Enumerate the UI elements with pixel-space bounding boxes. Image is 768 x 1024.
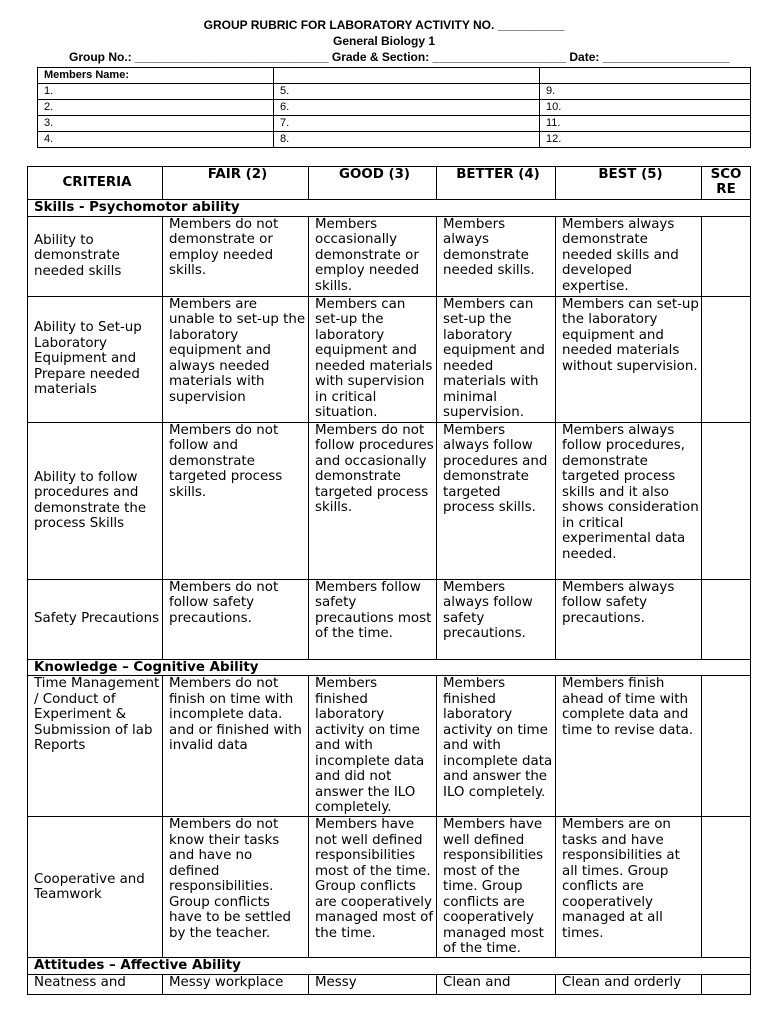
criteria-header: CRITERIA — [28, 167, 163, 200]
fair-cell: Members are unable to set-up the laboratory equipment and always needed materials with supervision — [163, 296, 309, 422]
rubric-header-row — [28, 167, 751, 200]
rubric-row — [28, 676, 751, 817]
good-cell: Members follow safety precautions most of the time. — [309, 579, 437, 659]
members-blank-cell[interactable] — [274, 68, 540, 84]
criteria-cell: Safety Precautions — [28, 579, 163, 659]
members-row — [38, 100, 751, 116]
fair-cell: Members do not follow safety precautions. — [163, 579, 309, 659]
criteria-cell: Ability to Set-up Laboratory Equipment and Prepare needed materials — [28, 296, 163, 422]
subject-subtitle: General Biology 1 — [332, 34, 436, 48]
member-slot[interactable]: 4. — [38, 132, 274, 148]
better-cell: Clean and — [437, 974, 556, 994]
rubric-row — [28, 974, 751, 994]
member-slot[interactable]: 2. — [38, 100, 274, 116]
good-cell: Members can set-up the laboratory equipment and needed materials with supervision in critical situation. — [309, 296, 437, 422]
fair-cell: Messy workplace — [163, 974, 309, 994]
member-slot[interactable]: 12. — [540, 132, 751, 148]
good-cell: Members do not follow procedures and occasionally demonstrate targeted process skills. — [309, 422, 437, 579]
rubric-row — [28, 296, 751, 422]
criteria-cell: Cooperative and Teamwork — [28, 817, 163, 958]
section-title: Attitudes – Affective Ability — [28, 958, 751, 975]
fair-cell: Members do not know their tasks and have no defined responsibilities. Group conflicts have to be settled by the teacher. — [163, 817, 309, 958]
members-row — [38, 116, 751, 132]
better-cell: Members can set-up the laboratory equipment and needed materials with minimal supervision. — [437, 296, 556, 422]
good-cell: Members finished laboratory activity on time and with incomplete data and did not answer the ILO completely. — [309, 676, 437, 817]
members-row — [38, 132, 751, 148]
better-cell: Members have well defined responsibilities most of the time. Group conflicts are cooperatively managed most of the time. — [437, 817, 556, 958]
criteria-cell: Time Management / Conduct of Experiment & Submission of lab Reports — [28, 676, 163, 817]
rubric-table — [27, 166, 751, 995]
score-cell[interactable] — [702, 817, 751, 958]
better-cell: Members always follow procedures and demonstrate targeted process skills. — [437, 422, 556, 579]
good-cell: Members occasionally demonstrate or employ needed skills. — [309, 216, 437, 296]
member-slot[interactable]: 5. — [274, 84, 540, 100]
group-info-line: Group No.: _____________________________ Grade & Section: ____________________ Date: ___________________ — [69, 50, 730, 64]
member-slot[interactable]: 11. — [540, 116, 751, 132]
best-cell: Members are on tasks and have responsibilities at all times. Group conflicts are cooperatively managed at all times. — [556, 817, 702, 958]
fair-cell: Members do not follow and demonstrate targeted process skills. — [163, 422, 309, 579]
members-table — [37, 67, 751, 148]
best-header: BEST (5) — [556, 167, 702, 200]
score-cell[interactable] — [702, 676, 751, 817]
document-header — [0, 17, 768, 49]
rubric-row — [28, 579, 751, 659]
member-slot[interactable]: 3. — [38, 116, 274, 132]
fair-cell: Members do not finish on time with incomplete data. and or finished with invalid data — [163, 676, 309, 817]
best-cell: Members can set-up the laboratory equipment and needed materials without supervision. — [556, 296, 702, 422]
score-header: SCO RE — [702, 167, 751, 200]
section-title: Knowledge – Cognitive Ability — [28, 659, 751, 676]
section-row — [28, 659, 751, 676]
section-title: Skills - Psychomotor ability — [28, 200, 751, 217]
member-slot[interactable]: 10. — [540, 100, 751, 116]
member-slot[interactable]: 7. — [274, 116, 540, 132]
member-slot[interactable]: 9. — [540, 84, 751, 100]
criteria-cell: Neatness and — [28, 974, 163, 994]
fair-cell: Members do not demonstrate or employ needed skills. — [163, 216, 309, 296]
member-slot[interactable]: 6. — [274, 100, 540, 116]
good-cell: Members have not well defined responsibilities most of the time. Group conflicts are cooperatively managed most of the time. — [309, 817, 437, 958]
score-cell[interactable] — [702, 216, 751, 296]
score-cell[interactable] — [702, 296, 751, 422]
best-cell: Members always follow procedures, demonstrate targeted process skills and it also shows consideration in critical experimental data needed. — [556, 422, 702, 579]
score-cell[interactable] — [702, 974, 751, 994]
section-row — [28, 200, 751, 217]
section-row — [28, 958, 751, 975]
better-cell: Members always follow safety precautions. — [437, 579, 556, 659]
better-cell: Members always demonstrate needed skills. — [437, 216, 556, 296]
member-slot[interactable]: 1. — [38, 84, 274, 100]
member-slot[interactable]: 8. — [274, 132, 540, 148]
better-header: BETTER (4) — [437, 167, 556, 200]
best-cell: Members always demonstrate needed skills and developed expertise. — [556, 216, 702, 296]
good-header: GOOD (3) — [309, 167, 437, 200]
members-header-row — [38, 68, 751, 84]
best-cell: Members finish ahead of time with complete data and time to revise data. — [556, 676, 702, 817]
criteria-cell: Ability to demonstrate needed skills — [28, 216, 163, 296]
rubric-title: GROUP RUBRIC FOR LABORATORY ACTIVITY NO. __________ — [203, 18, 565, 32]
rubric-row — [28, 216, 751, 296]
members-row — [38, 84, 751, 100]
best-cell: Members always follow safety precautions. — [556, 579, 702, 659]
members-name-label: Members Name: — [38, 68, 274, 84]
score-cell[interactable] — [702, 422, 751, 579]
rubric-row — [28, 422, 751, 579]
fair-header: FAIR (2) — [163, 167, 309, 200]
best-cell: Clean and orderly — [556, 974, 702, 994]
criteria-cell: Ability to follow procedures and demonstrate the process Skills — [28, 422, 163, 579]
rubric-row — [28, 817, 751, 958]
score-cell[interactable] — [702, 579, 751, 659]
better-cell: Members finished laboratory activity on time and with incomplete data and answer the ILO completely. — [437, 676, 556, 817]
good-cell: Messy — [309, 974, 437, 994]
members-blank-cell[interactable] — [540, 68, 751, 84]
